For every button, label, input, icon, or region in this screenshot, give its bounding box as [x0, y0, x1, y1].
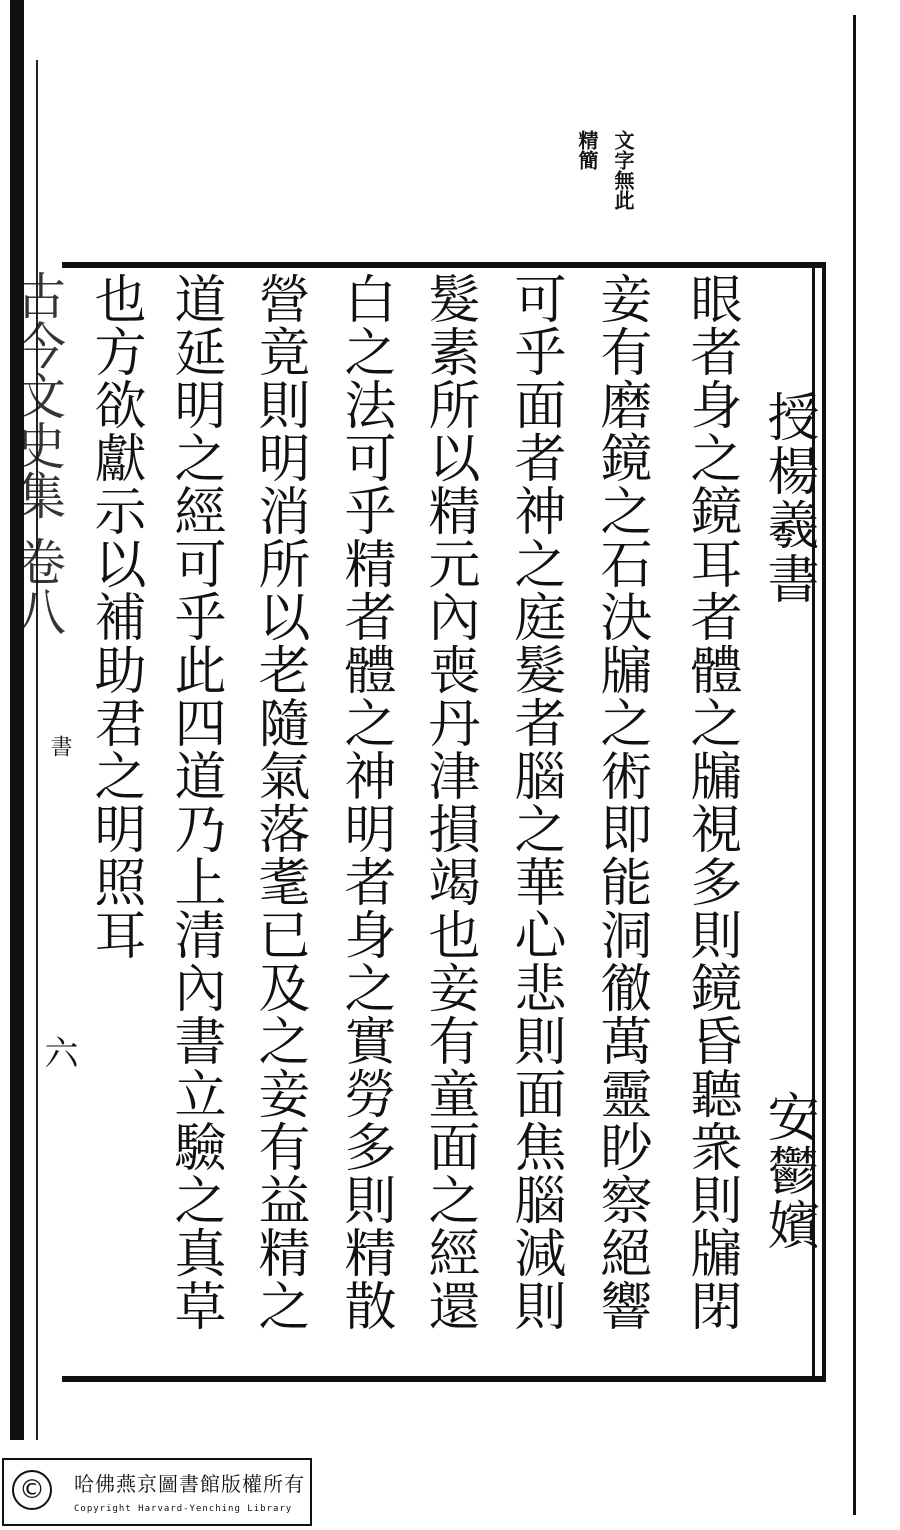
binding-label: 書 — [47, 735, 72, 757]
text-column: 妾有磨鏡之石決牖之術即能洞徹萬靈眇察絕響 — [591, 272, 651, 1332]
copyright-icon: © — [12, 1470, 52, 1510]
text-column: 營竟則明消所以老隨氣落耄已及之妾有益精之 — [249, 272, 309, 1332]
text-column: 可乎面者神之庭髮者腦之華心悲則面焦腦減則 — [505, 272, 565, 1332]
document-title: 授楊羲書 — [758, 390, 818, 606]
binding-edge — [10, 0, 24, 1440]
page-right-edge — [853, 15, 856, 1515]
annotation-line-1: 文字無此 — [611, 130, 635, 210]
annotation-line-2: 精簡 — [575, 130, 599, 170]
binding-edge-text: 古今文史集 卷八 — [8, 270, 66, 636]
text-column: 髮素所以精元內喪丹津損竭也妾有童面之經還 — [419, 272, 479, 1332]
copyright-notice — [2, 1458, 312, 1526]
text-column: 道延明之經可乎此四道乃上清內書立驗之真草 — [165, 272, 225, 1332]
text-column: 眼者身之鏡耳者體之牖視多則鏡昏聽衆則牖閉 — [681, 272, 741, 1332]
binding-line — [36, 60, 38, 1440]
copyright-text: 哈佛燕京圖書館版權所有 — [74, 1472, 305, 1496]
text-column: 也方欲獻示以補助君之明照耳 — [85, 272, 145, 961]
document-author: 安鬱嬪 — [758, 1090, 818, 1252]
leaf-number: 六 — [38, 1035, 78, 1069]
copyright-subtext: Copyright Harvard-Yenching Library — [74, 1504, 293, 1514]
text-column: 白之法可乎精者體之神明者身之實勞多則精散 — [335, 272, 395, 1332]
